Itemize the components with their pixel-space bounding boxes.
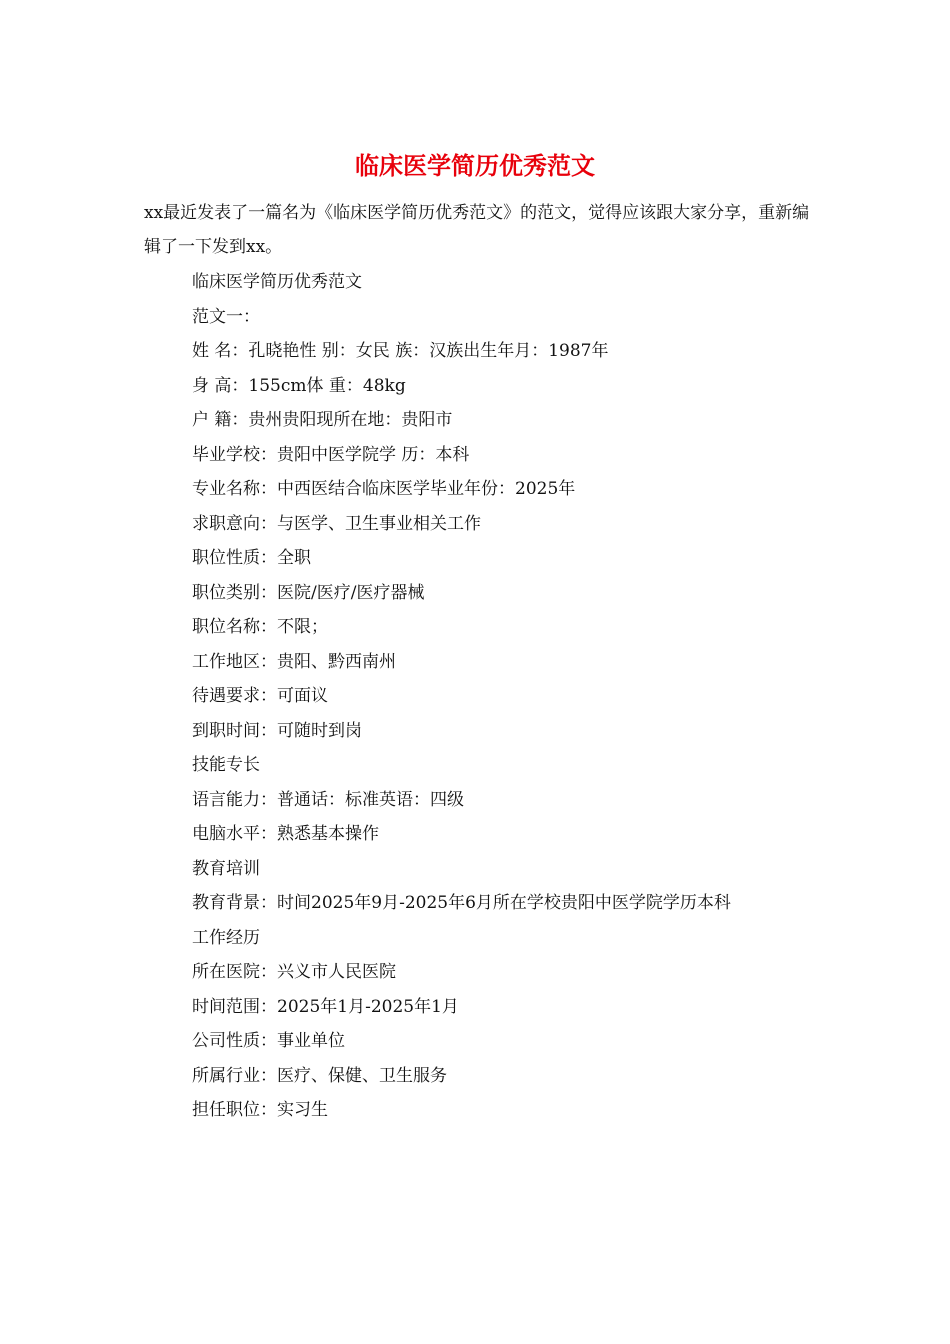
line-job-intention: 求职意向：与医学、卫生事业相关工作 [192, 513, 481, 534]
section-skills: 技能专长 [192, 755, 260, 775]
line-sample-label: 范文一： [192, 306, 260, 327]
line-company-nature: 公司性质：事业单位 [192, 1031, 345, 1051]
line-time-range: 时间范围：2025年1月-2025年1月 [192, 996, 459, 1017]
section-work-experience: 工作经历 [192, 927, 260, 948]
line-job-nature: 职位性质：全职 [192, 548, 311, 568]
line-computer: 电脑水平：熟悉基本操作 [192, 824, 379, 844]
line-name-gender-ethnicity: 姓 名：孔晓艳性 别：女民 族：汉族出生年月：1987年 [192, 341, 609, 361]
line-salary: 待遇要求：可面议 [192, 686, 328, 706]
line-job-title: 职位名称：不限； [192, 617, 328, 637]
line-work-area: 工作地区：贵阳、黔西南州 [192, 651, 396, 672]
intro-paragraph: xx最近发表了一篇名为《临床医学简历优秀范文》的范文，觉得应该跟大家分享，重新编辑了一下发到xx。 [144, 203, 810, 257]
line-start-time: 到职时间：可随时到岗 [192, 720, 362, 741]
resume-lines [192, 265, 731, 1128]
section-education: 教育培训 [192, 858, 260, 879]
line-language: 语言能力：普通话：标准英语：四级 [192, 789, 464, 810]
document-title: 临床医学简历优秀范文 [355, 151, 595, 180]
line-height-weight: 身 高：155cm体 重：48kg [192, 375, 406, 396]
line-school-degree: 毕业学校：贵阳中医学院学 历：本科 [192, 444, 470, 465]
line-position: 担任职位：实习生 [192, 1100, 328, 1120]
line-education-background: 教育背景：时间2025年9月-2025年6月所在学校贵阳中医学院学历本科 [192, 893, 731, 913]
line-job-category: 职位类别：医院/医疗/医疗器械 [192, 582, 425, 603]
line-industry: 所属行业：医疗、保健、卫生服务 [192, 1065, 447, 1086]
line-hospital: 所在医院：兴义市人民医院 [192, 962, 396, 982]
line-household-location: 户 籍：贵州贵阳现所在地：贵阳市 [192, 410, 453, 430]
line-heading: 临床医学简历优秀范文 [192, 272, 362, 292]
line-major-graduation: 专业名称：中西医结合临床医学毕业年份：2025年 [192, 479, 576, 499]
